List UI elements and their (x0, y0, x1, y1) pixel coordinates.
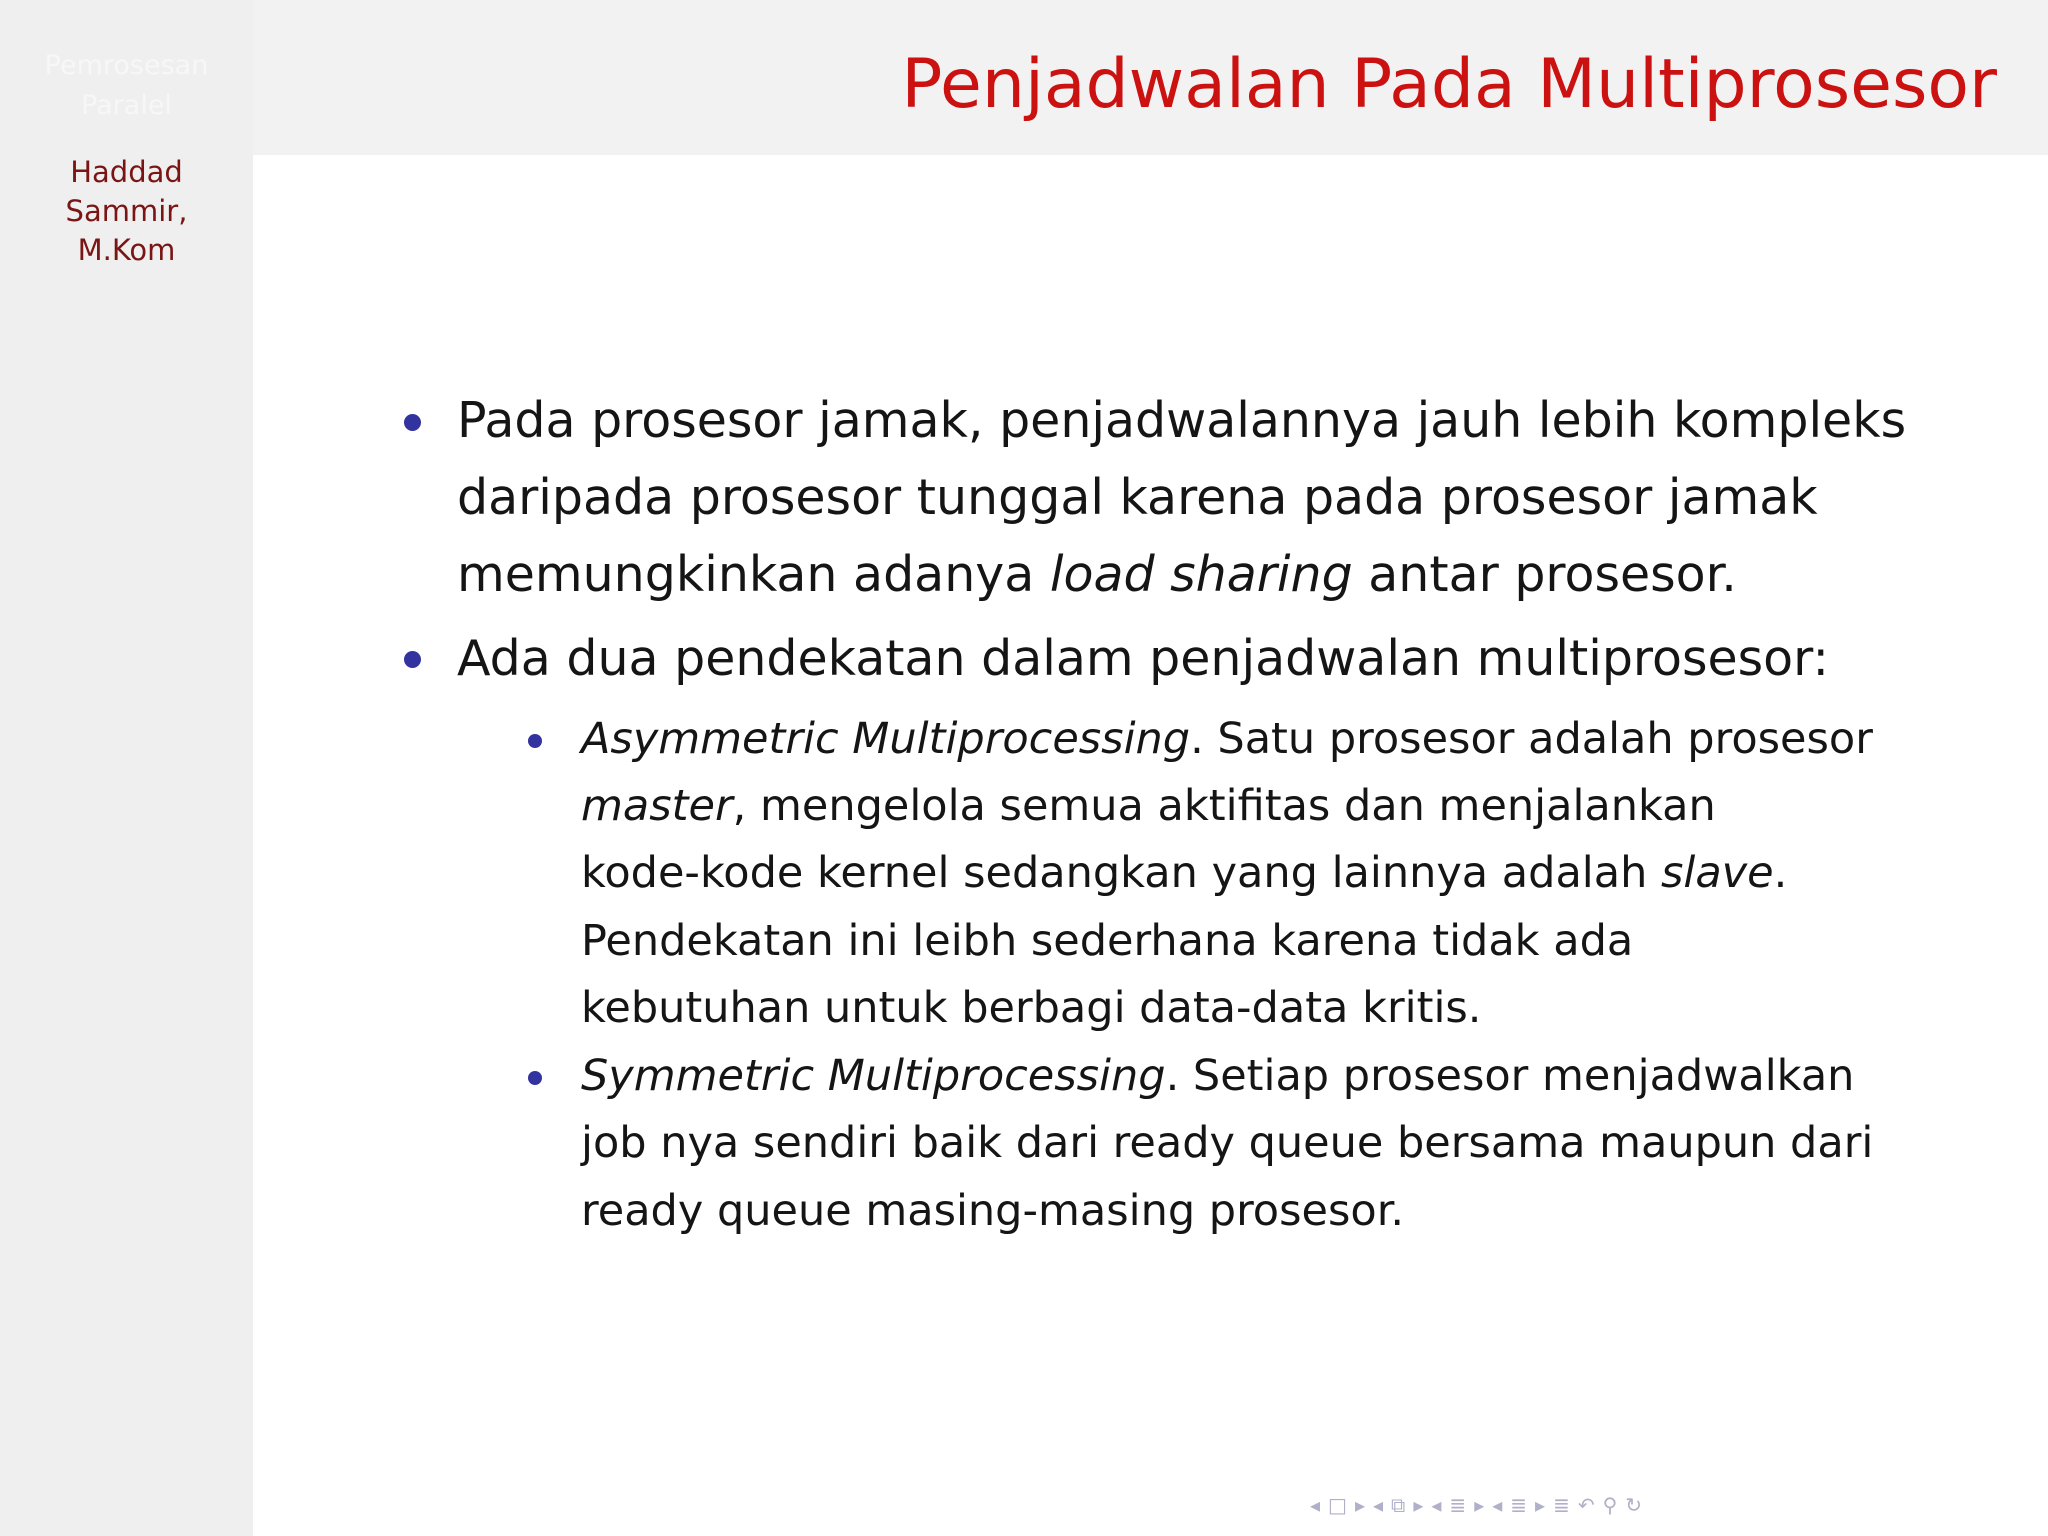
bullet-1-line-1: Pada prosesor jamak, penjadwalannya jauh lebih kompleks (457, 392, 1907, 449)
slave-term: slave (1661, 848, 1774, 898)
sub-1-line-2 (581, 773, 1716, 841)
navigation-bar (1310, 1488, 1650, 1522)
sub-2-line-1-post: . Setiap prosesor menjadwalkan (1165, 1051, 1855, 1101)
asymmetric-term: Asymmetric Multiprocessing (581, 714, 1191, 764)
slide-title: Penjadwalan Pada Multiprosesor (901, 45, 1997, 124)
course-title-line2: Paralel (81, 90, 172, 121)
arrow-left-icon[interactable]: ◂ (1492, 1493, 1503, 1517)
sub-bullet-dot (528, 734, 542, 748)
sub-1-line-5: kebutuhan untuk berbagi data-data kritis. (581, 983, 1482, 1033)
arrow-left-icon[interactable]: ◂ (1431, 1493, 1442, 1517)
arrow-left-icon[interactable]: ◂ (1373, 1493, 1384, 1517)
sub-1-line-1-post: . Satu prosesor adalah prosesor (1190, 714, 1873, 764)
arrow-right-icon[interactable]: ▸ (1474, 1493, 1485, 1517)
sub-1-line-4: Pendekatan ini leibh sederhana karena tidak ada (581, 916, 1634, 966)
sub-1-line-3 (581, 840, 1787, 908)
course-title-line1: Pemrosesan (44, 50, 209, 81)
bullet-1-line-3-post: antar prosesor. (1352, 546, 1737, 603)
subsection-icon[interactable]: ⧉ (1391, 1493, 1406, 1517)
search-icon[interactable]: ⚲ (1602, 1493, 1618, 1517)
arrow-right-icon[interactable]: ▸ (1413, 1493, 1424, 1517)
bullet-1-line-2: daripada prosesor tunggal karena pada prosesor jamak (457, 469, 1818, 526)
align-icon[interactable]: ≣ (1553, 1493, 1570, 1517)
bullet-1-line-3-pre: memungkinkan adanya (457, 546, 1050, 603)
arrow-right-icon[interactable]: ▸ (1535, 1493, 1546, 1517)
sub-bullet-dot (528, 1071, 542, 1085)
sub-2-line-2: job nya sendiri baik dari ready queue bersama maupun dari (581, 1118, 1874, 1168)
arrow-right-icon[interactable]: ▸ (1354, 1493, 1365, 1517)
author-line3: M.Kom (77, 233, 176, 267)
author-line1: Haddad (70, 155, 183, 189)
load-sharing-term: load sharing (1049, 546, 1353, 603)
section-icon[interactable]: ≣ (1449, 1493, 1467, 1517)
section-icon[interactable]: ≣ (1510, 1493, 1528, 1517)
arrow-left-icon[interactable]: ◂ (1310, 1493, 1321, 1517)
sub-1-line-1 (581, 706, 1873, 774)
bullet-dot (404, 651, 421, 668)
sub-1-line-2-post: , mengelola semua aktifitas dan menjalankan (732, 781, 1716, 831)
sub-2-line-1 (581, 1043, 1854, 1111)
master-term: master (581, 781, 733, 831)
symmetric-term: Symmetric Multiprocessing (581, 1051, 1166, 1101)
bullet-dot (404, 414, 421, 431)
frame-icon[interactable]: □ (1328, 1493, 1347, 1517)
bullet-2-line-1: Ada dua pendekatan dalam penjadwalan multiprosesor: (457, 630, 1829, 687)
back-icon[interactable]: ↶ (1577, 1493, 1595, 1517)
sub-2-line-3: ready queue masing-masing prosesor. (581, 1186, 1405, 1236)
bullet-1-line-3 (457, 536, 1737, 613)
sub-1-line-3-post: . (1773, 848, 1788, 898)
loop-icon[interactable]: ↻ (1625, 1493, 1643, 1517)
sub-1-line-3-pre: kode-kode kernel sedangkan yang lainnya adalah (581, 848, 1662, 898)
author-line2: Sammir, (65, 194, 188, 228)
